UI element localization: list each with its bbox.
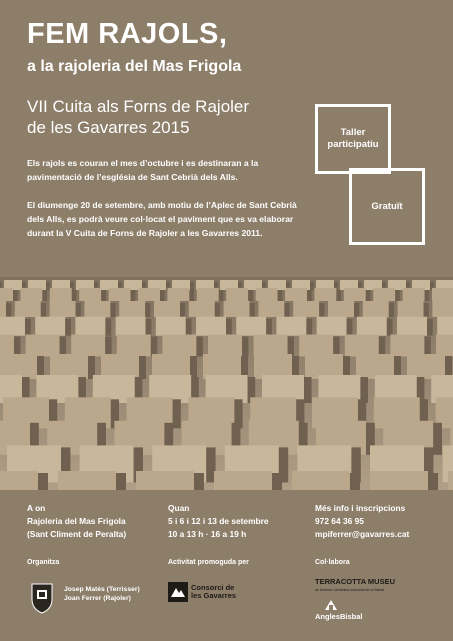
consorci-line1: Consorci de — [191, 583, 235, 592]
museum-name: TERRACOTTA MUSEU — [315, 577, 395, 586]
brick-shadow — [173, 399, 181, 428]
free-badge — [349, 168, 425, 245]
brick-shadow — [139, 356, 146, 379]
brick-shadow — [248, 290, 253, 301]
consorci-logo-text — [191, 584, 236, 600]
brick-shadow — [180, 303, 185, 317]
brick-shadow — [250, 303, 255, 317]
organizer-person-1: Josep Matés (Terrisser) — [64, 586, 140, 593]
brick — [162, 335, 196, 357]
organizer-person-2: Joan Ferrer (Rajoler) — [64, 595, 131, 602]
brick — [224, 301, 250, 317]
workshop-badge — [315, 104, 391, 174]
brick — [50, 301, 76, 317]
brick-shadow — [354, 303, 359, 317]
brick-shadow — [46, 282, 50, 290]
brick-shadow — [226, 319, 232, 336]
brick — [208, 335, 242, 357]
brick-shadow — [347, 319, 353, 336]
brick — [79, 288, 101, 301]
brick-shadow — [395, 290, 400, 301]
where-town: (Sant Climent de Peralta) — [27, 529, 127, 539]
poster-title: FEM RAJOLS, — [27, 18, 228, 50]
brick — [357, 317, 387, 336]
drying-bricks-illustration — [0, 277, 453, 490]
brick — [256, 288, 278, 301]
brick-shadow — [151, 337, 157, 357]
brick — [432, 288, 453, 301]
brick — [109, 288, 131, 301]
brick-shadow — [145, 303, 150, 317]
brick — [156, 317, 186, 336]
brick — [84, 301, 110, 317]
brick-shadow — [428, 473, 438, 490]
brick — [236, 317, 266, 336]
brick — [398, 301, 424, 317]
brick-shadow — [116, 473, 126, 490]
workshop-badge-line1: Taller — [340, 127, 366, 138]
bricks-photo — [0, 277, 453, 490]
event-heading — [27, 96, 327, 138]
where-block — [27, 502, 126, 541]
brick-shadow — [288, 337, 294, 357]
brick-shadow — [105, 337, 111, 357]
brick-shadow — [284, 303, 289, 317]
brick — [71, 335, 105, 357]
brick-shadow — [131, 290, 136, 301]
brick-shadow — [72, 290, 77, 301]
when-block — [168, 502, 269, 541]
brick-shadow — [110, 303, 115, 317]
brick-shadow — [65, 319, 71, 336]
brick — [35, 317, 65, 336]
brick — [436, 335, 453, 357]
brick-shadow — [433, 423, 442, 455]
brick-shadow — [146, 319, 152, 336]
consorci-logo-icon — [168, 582, 188, 602]
brick — [285, 288, 307, 301]
brick-shadow — [189, 290, 194, 301]
brick — [75, 317, 105, 336]
brick-shadow — [306, 319, 312, 336]
info-block — [315, 502, 409, 541]
brick-shadow — [41, 303, 46, 317]
when-dates: 5 i 6 i 12 i 13 de setembre — [168, 516, 269, 526]
brick — [292, 471, 350, 490]
brick-shadow — [278, 290, 283, 301]
brick-shadow — [38, 473, 48, 490]
event-heading-line1: VII Cuita als Forns de Rajoler — [27, 97, 250, 116]
brick — [197, 288, 219, 301]
when-label: Quan — [168, 503, 190, 513]
brick — [254, 335, 288, 357]
brick — [214, 471, 272, 490]
organizer-people — [64, 585, 140, 603]
brick — [0, 317, 25, 336]
brick-shadow — [336, 290, 341, 301]
brick — [20, 288, 42, 301]
description-paragraph-1: Els rajols es couran el mes d’octubre i es destinaran a la pavimentació de l’església de Sant Cebrià dels Alls. — [27, 158, 259, 182]
brick — [293, 301, 319, 317]
brick — [0, 288, 13, 301]
consorci-line2: les Gavarres — [191, 591, 237, 600]
brick-shadow — [304, 377, 312, 403]
brick — [344, 288, 366, 301]
brick — [167, 288, 189, 301]
brick — [50, 288, 72, 301]
brick-shadow — [424, 337, 430, 357]
brick — [328, 301, 354, 317]
brick — [0, 301, 6, 317]
brick-shadow — [14, 337, 20, 357]
brick-shadow — [387, 319, 393, 336]
where-place: Rajoleria del Mas Frigola — [27, 516, 126, 526]
brick-shadow — [42, 290, 47, 301]
organizer-label: Organitza — [27, 559, 60, 566]
brick-shadow — [219, 290, 224, 301]
brick — [314, 288, 336, 301]
brick-shadow — [425, 290, 430, 301]
brick — [437, 317, 453, 336]
museum-logo — [315, 578, 395, 594]
brick — [0, 471, 38, 490]
brick-shadow — [272, 473, 282, 490]
brick — [403, 288, 425, 301]
brick-shadow — [186, 319, 192, 336]
brick-shadow — [190, 282, 194, 290]
brick — [258, 301, 284, 317]
museum-tagline: de terrissa i ceràmica industrial de la Bisbal — [315, 588, 385, 592]
info-phone: 972 64 36 95 — [315, 516, 364, 526]
brick — [116, 317, 146, 336]
brick — [390, 335, 424, 357]
brick — [299, 335, 333, 357]
brick — [117, 335, 151, 357]
description-paragraph-2: El diumenge 20 de setembre, amb motiu de l’Aplec de Sant Cebrià dels Alls, es podrà veure col·locat el paviment que es va elaborar durant la V Cuita de Forns de Rajoler a les Gavarres 2011. — [27, 200, 297, 238]
brick — [432, 301, 453, 317]
photo-credit — [441, 330, 447, 331]
brick-shadow — [310, 282, 314, 290]
brick — [345, 335, 379, 357]
brick — [448, 471, 453, 490]
brick-shadow — [160, 290, 165, 301]
municipal-crest-logo — [29, 581, 55, 615]
brick — [317, 317, 347, 336]
brick — [189, 301, 215, 317]
where-label: A on — [27, 503, 46, 513]
brick-shadow — [215, 303, 220, 317]
brick — [397, 317, 427, 336]
when-hours: 10 a 13 h · 16 a 19 h — [168, 529, 247, 539]
brick — [154, 301, 180, 317]
brick — [119, 301, 145, 317]
brick — [276, 317, 306, 336]
info-label: Més info i inscripcions — [315, 503, 406, 513]
brick-rows — [0, 280, 453, 490]
brick — [373, 288, 395, 301]
brick — [363, 301, 389, 317]
brick-shadow — [350, 473, 360, 490]
brick-shadow — [101, 290, 106, 301]
brick — [138, 288, 160, 301]
brick — [0, 335, 14, 357]
brick-shadow — [25, 319, 31, 336]
brick-shadow — [360, 377, 368, 403]
event-heading-line2: de les Gavarres 2015 — [27, 118, 190, 137]
brick-shadow — [307, 290, 312, 301]
brick-shadow — [366, 290, 371, 301]
collaborator-label: Col·labora — [315, 559, 350, 566]
free-badge-label: Gratuït — [371, 200, 403, 212]
brick-shadow — [266, 319, 272, 336]
brick-shadow — [242, 337, 248, 357]
workshop-badge-line2: participatiu — [327, 139, 379, 150]
brick — [58, 471, 116, 490]
brick-shadow — [424, 303, 429, 317]
brick — [370, 471, 428, 490]
brick-shadow — [194, 473, 204, 490]
info-email[interactable]: mpiferrer@gavarres.cat — [315, 529, 410, 539]
brick-shadow — [13, 290, 18, 301]
brick — [196, 317, 226, 336]
brick-shadow — [427, 319, 433, 336]
brick-shadow — [60, 337, 66, 357]
brick-shadow — [333, 337, 339, 357]
promoter-label: Activitat promoguda per — [168, 559, 249, 566]
brick — [15, 301, 41, 317]
brick-shadow — [379, 337, 385, 357]
brick-shadow — [319, 303, 324, 317]
brick-shadow — [6, 303, 11, 317]
brick-shadow — [76, 303, 81, 317]
brick-shadow — [196, 337, 202, 357]
sponsor-logo-icon — [324, 599, 338, 611]
brick-shadow — [389, 303, 394, 317]
poster-subtitle: a la rajoleria del Mas Frigola — [27, 58, 242, 75]
brick — [136, 471, 194, 490]
sponsor-name: AnglesBisbal — [315, 612, 363, 621]
brick-shadow — [105, 319, 111, 336]
brick — [226, 288, 248, 301]
brick — [26, 335, 60, 357]
